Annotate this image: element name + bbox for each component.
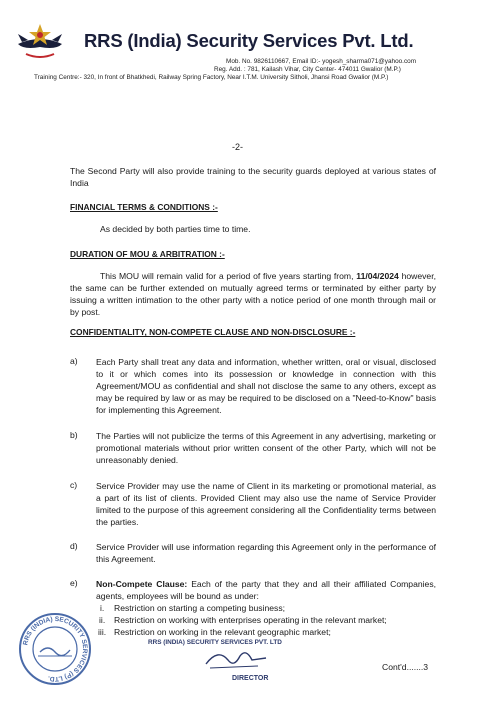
non-compete-text: Each of the party that they and all their affiliated Companies, agents, employees will be bound as under:	[96, 579, 437, 601]
sub-item-text: Restriction on starting a competing business;	[114, 603, 286, 613]
financial-terms-text: As decided by both parties time to time.	[100, 224, 251, 234]
sub-item-text: Restriction on working in the relevant geographic market;	[114, 627, 331, 637]
clause-d-text: Service Provider will use information regarding this Agreement only in the performance of this Agreement.	[96, 542, 436, 564]
clause-marker: d)	[70, 541, 78, 551]
financial-terms-heading: FINANCIAL TERMS & CONDITIONS :-	[70, 202, 218, 212]
sub-item-marker: ii.	[99, 615, 106, 625]
sub-item-marker: iii.	[98, 627, 107, 637]
intro-paragraph: The Second Party will also provide training to the security guards deployed at various states of India	[70, 166, 436, 188]
duration-text-end: however, the same can be further extended on mutually agreed terms or terminated by either party by issuing a written intimation to the other party with a notice period of one month through mail or by post.	[70, 271, 436, 317]
contact-phone-email: Mob. No. 9826110667, Email ID:- yogesh_sharma071@yahoo.com	[226, 58, 417, 65]
company-stamp	[18, 612, 92, 686]
non-compete-title: Non-Compete Clause:	[96, 579, 188, 589]
clause-a-text: Each Party shall treat any data and information, whether written, oral or visual, disclosed to it or which comes into its possession or knowledge in connection with this Agreement/MOU as confidential and shall not disclose the same to any others, except as may be required by law or as may be required to be disclosed on a "Need-to-Know" basis for implementing this Agreement.	[96, 357, 436, 415]
director-label: DIRECTOR	[232, 675, 269, 682]
clause-marker: a)	[70, 356, 78, 366]
duration-heading: DURATION OF MOU & ARBITRATION :-	[70, 249, 225, 259]
clause-b-text: The Parties will not publicize the terms of this Agreement in any advertising, marketing or promotional materials without prior written consent of the other Party, which will not be unreasonably denied.	[96, 431, 436, 465]
sub-item-marker: i.	[100, 603, 105, 613]
company-logo-icon	[16, 20, 64, 64]
clause-marker: b)	[70, 430, 78, 440]
clause-e-text	[96, 578, 436, 602]
director-signature	[148, 630, 318, 686]
training-centre-address: Training Centre:- 320, In front of Bhatkhedi, Railway Spring Factory, Near I.T.M. University Sitholi, Jhansi Road Gwalior (M.P.)	[34, 74, 389, 81]
registered-address: Reg. Add. : 781, Kailash Vihar, City Center- 474011 Gwalior (M.P.)	[214, 66, 401, 73]
clause-c-text: Service Provider may use the name of Client in its marketing or promotional material, as a part of its list of clients. Provided Client may also use the name of Service Provider limited to the purpose of this agreement considering all the Confidentiality terms between the parties.	[96, 481, 436, 527]
clause-marker: c)	[70, 480, 78, 490]
start-date: 11/04/2024	[356, 271, 399, 281]
duration-text-start: This MOU will remain valid for a period of five years starting from,	[100, 271, 357, 281]
continued-note: Cont'd.......3	[382, 662, 429, 672]
confidentiality-heading: CONFIDENTIALITY, NON-COMPETE CLAUSE AND NON-DISCLOSURE :-	[70, 327, 356, 337]
clause-marker: e)	[70, 578, 78, 588]
page-number: -2-	[232, 142, 243, 152]
signature-company-name: RRS (INDIA) SECURITY SERVICES PVT. LTD	[148, 639, 282, 646]
company-name: RRS (India) Security Services Pvt. Ltd.	[84, 30, 414, 51]
sub-item-text: Restriction on working with enterprises operating in the relevant market;	[114, 615, 387, 625]
svg-text:RRS (INDIA) SECURITY SERVICES: RRS (INDIA) SECURITY SERVICES (P) LTD.	[22, 615, 89, 683]
duration-paragraph	[70, 270, 436, 318]
